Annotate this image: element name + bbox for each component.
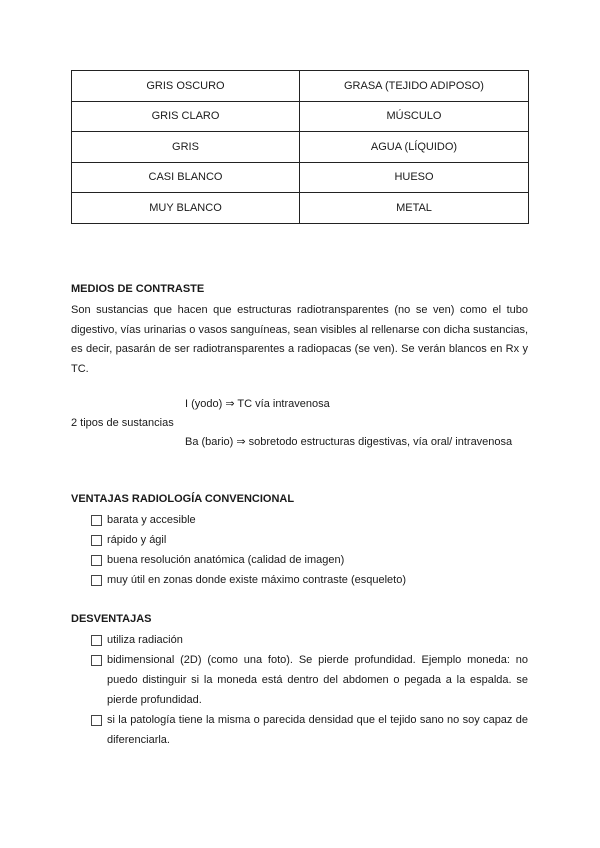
table-cell: METAL: [300, 193, 529, 224]
item-text: barata y accesible: [107, 514, 196, 526]
density-table: [71, 70, 529, 224]
checkbox-icon: [91, 555, 102, 566]
table-row: [72, 162, 529, 193]
item-text: utiliza radiación: [107, 634, 183, 646]
table-row: [72, 132, 529, 163]
contrast-paragraph: Son sustancias que hacen que estructuras radiotransparentes (no se ven) como el tubo digestivo, vías urinarias o vasos sanguíneas, sean visibles al rellenarse con dicha sustancias, es decir, pasarán de ser radiotransparentes a radiopacas (se ven). Se verán blancos en Rx y TC.: [71, 304, 528, 376]
checkbox-icon: [91, 535, 102, 546]
table-cell: GRASA (TEJIDO ADIPOSO): [300, 71, 529, 102]
item-text: buena resolución anatómica (calidad de imagen): [107, 554, 345, 566]
list-item: [91, 530, 528, 550]
list-item: [91, 710, 528, 750]
table-row: [72, 71, 529, 102]
desventajas-heading: DESVENTAJAS: [71, 613, 152, 625]
type-barium: Ba (bario) ⇒ sobretodo estructuras digestivas, vía oral/ intravenosa: [185, 436, 513, 448]
ventajas-heading: VENTAJAS RADIOLOGÍA CONVENCIONAL: [71, 493, 295, 505]
list-item: [91, 650, 528, 710]
table-cell: GRIS: [72, 132, 300, 163]
table-cell: GRIS CLARO: [72, 101, 300, 132]
table-row: [72, 193, 529, 224]
types-label: 2 tipos de sustancias: [71, 417, 174, 429]
table-cell: AGUA (LÍQUIDO): [300, 132, 529, 163]
desventajas-list: [91, 630, 528, 750]
list-item: [91, 550, 528, 570]
item-text: bidimensional (2D) (como una foto). Se pierde profundidad. Ejemplo moneda: no puedo distinguir si la moneda está dentro del abdomen o pegada a la espalda. se pierde profundidad.: [107, 654, 528, 706]
table-cell: CASI BLANCO: [72, 162, 300, 193]
item-text: muy útil en zonas donde existe máximo contraste (esqueleto): [107, 574, 406, 586]
ventajas-list: [91, 510, 528, 590]
table-row: [72, 101, 529, 132]
table-cell: MÚSCULO: [300, 101, 529, 132]
type-iodine: I (yodo) ⇒ TC vía intravenosa: [185, 398, 330, 410]
list-item: [91, 510, 528, 530]
item-text: rápido y ágil: [107, 534, 167, 546]
item-text: si la patología tiene la misma o parecida densidad que el tejido sano no soy capaz de diferenciarla.: [107, 714, 528, 746]
checkbox-icon: [91, 655, 102, 666]
table-cell: MUY BLANCO: [72, 193, 300, 224]
checkbox-icon: [91, 515, 102, 526]
list-item: [91, 570, 528, 590]
list-item: [91, 630, 528, 650]
checkbox-icon: [91, 715, 102, 726]
checkbox-icon: [91, 635, 102, 646]
table-cell: HUESO: [300, 162, 529, 193]
table-cell: GRIS OSCURO: [72, 71, 300, 102]
checkbox-icon: [91, 575, 102, 586]
contrast-heading: MEDIOS DE CONTRASTE: [71, 283, 205, 295]
